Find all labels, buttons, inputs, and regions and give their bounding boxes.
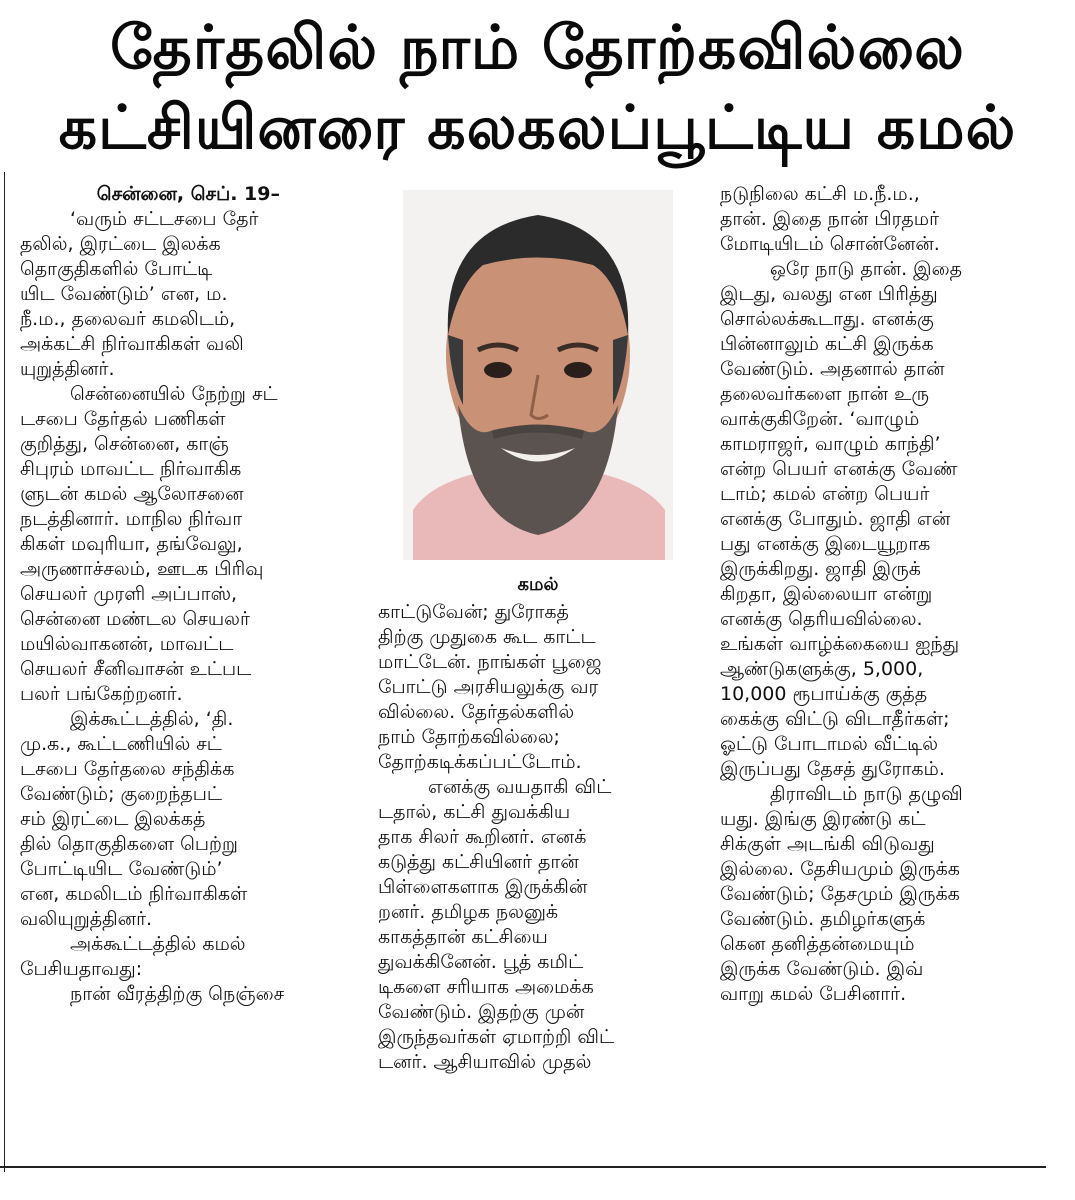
- text-line: உங்கள் வாழ்க்கையை ஐந்து: [720, 633, 960, 655]
- dateline: சென்னை, செப். 19–: [96, 183, 280, 205]
- text-line: டதால், கட்சி துவக்கிய: [378, 801, 571, 823]
- text-line: தொகுதிகளில் போட்டி: [20, 258, 213, 280]
- text-line: செயலர் முரளி அப்பாஸ்,: [20, 583, 238, 605]
- text-line: அக்கூட்டத்தில் கமல்: [70, 933, 246, 955]
- text-line: சிபுரம் மாவட்ட நிர்வாகிக: [20, 458, 242, 480]
- text-line: கைக்கு விட்டு விடாதீர்கள்;: [720, 708, 950, 730]
- text-line: துவக்கினேன். பூத் கமிட்: [378, 951, 584, 973]
- text-line: இருந்தவர்கள் ஏமாற்றி விட்: [378, 1026, 615, 1048]
- text-line: இக்கூட்டத்தில், ‘தி.: [70, 708, 234, 730]
- text-line: என்ற பெயர் எனக்கு வேண்: [720, 458, 958, 480]
- text-line: டசபை தேர்தலை சந்திக்க: [20, 758, 235, 780]
- text-line: தில் தொகுதிகளை பெற்று: [20, 833, 238, 855]
- portrait-illustration: [403, 190, 673, 560]
- text-line: கடுத்து கட்சியினர் தான்: [378, 851, 579, 873]
- text-line: தாக சிலர் கூறினர். எனக்: [378, 826, 587, 848]
- text-line: வலியுறுத்தினர்.: [20, 908, 153, 930]
- text-line: மு.க., கூட்டணியில் சட்: [20, 733, 222, 755]
- text-line: வேண்டும். தமிழர்களுக்: [720, 908, 926, 930]
- text-line: சென்னை மண்டல செயலர்: [20, 608, 250, 630]
- text-line: காட்டுவேன்; துரோகத்: [378, 601, 569, 623]
- text-line: யிட வேண்டும்’ என, ம.: [20, 283, 228, 305]
- text-line: தோற்கடிக்கப்பட்டோம்.: [378, 751, 582, 773]
- left-column-rule: [4, 172, 5, 1172]
- text-line: போட்டு அரசியலுக்கு வர: [378, 676, 599, 698]
- text-line: பின்னாலும் கட்சி இருக்க: [720, 333, 934, 355]
- text-line: ஆண்டுகளுக்கு, 5,000,: [720, 658, 924, 680]
- text-line: சம் இரட்டை இலக்கத்: [20, 808, 206, 830]
- text-line: வேண்டும். அதனால் தான்: [720, 358, 945, 380]
- text-line: செயலர் சீனிவாசன் உட்பட: [20, 658, 252, 680]
- text-line: நான் வீரத்திற்கு நெஞ்சை: [70, 983, 285, 1005]
- text-line: இருக்க வேண்டும். இவ்: [720, 958, 924, 980]
- text-line: நீ.ம., தலைவர் கமலிடம்,: [20, 308, 236, 330]
- photo-caption: கமல்: [517, 574, 559, 595]
- text-line: சிக்குள் அடங்கி விடுவது: [720, 833, 935, 855]
- portrait-photo: [403, 190, 673, 560]
- text-line: மாட்டேன். நாங்கள் பூஜை: [378, 651, 602, 673]
- text-line: றனர். தமிழக நலனுக்: [378, 901, 559, 923]
- text-line: மயில்வாகனன், மாவட்ட: [20, 633, 234, 655]
- text-line: இல்லை. தேசியமும் இருக்க: [720, 858, 960, 880]
- text-line: வாக்குகிறேன். ‘வாழும்: [720, 408, 920, 430]
- text-line: காகத்தான் கட்சியை: [378, 926, 548, 948]
- text-line: கென தனித்தன்மையும்: [720, 933, 915, 955]
- text-line: எனக்கு தெரியவில்லை.: [720, 608, 923, 630]
- text-line: சொல்லக்கூடாது. எனக்கு: [720, 308, 934, 330]
- text-line: தலைவர்களை நான் உரு: [720, 383, 929, 405]
- text-line: என, கமலிடம் நிர்வாகிகள்: [20, 883, 248, 905]
- text-line: யது. இங்கு இரண்டு கட்: [720, 808, 926, 830]
- headline-line-1: தேர்தலில் நாம் தோற்கவில்லை: [110, 13, 965, 83]
- adjacent-article-strip: [1046, 0, 1075, 1200]
- text-line: தலில், இரட்டை இலக்க: [20, 233, 221, 255]
- text-line: வேண்டும்; குறைந்தபட்: [20, 783, 223, 805]
- text-line: திராவிடம் நாடு தழுவி: [770, 783, 963, 805]
- text-line: எனக்கு போதும். ஜாதி என்: [720, 508, 951, 530]
- article-column-3: [720, 182, 1038, 1007]
- text-line: டாம்; கமல் என்ற பெயர்: [720, 483, 930, 505]
- text-line: அருணாச்சலம், ஊடக பிரிவு: [20, 558, 264, 580]
- text-line: இடது, வலது என பிரித்து: [720, 283, 938, 305]
- text-line: நடத்தினார். மாநில நிர்வா: [20, 508, 243, 530]
- article-column-2: [378, 600, 700, 1075]
- text-line: நாம் தோற்கவில்லை;: [378, 726, 560, 748]
- text-line: திற்கு முதுகை கூட காட்ட: [378, 626, 596, 648]
- text-line: குறித்து, சென்னை, காஞ்: [20, 433, 229, 455]
- text-line: நடுநிலை கட்சி ம.நீ.ம.,: [720, 183, 920, 205]
- text-line: கிகள் மவுரியா, தங்வேலு,: [20, 533, 243, 555]
- text-line: இருப்பது தேசத் துரோகம்.: [720, 758, 945, 780]
- text-line: பலர் பங்கேற்றனர்.: [20, 683, 183, 705]
- text-line: வேண்டும். இதற்கு முன்: [378, 1001, 585, 1023]
- text-line: ‘வரும் சட்டசபை தேர்: [70, 208, 259, 230]
- text-line: எனக்கு வயதாகி விட்: [428, 776, 612, 798]
- text-line: டிகளை சரியாக அமைக்க: [378, 976, 594, 998]
- text-line: மோடியிடம் சொன்னேன்.: [720, 233, 940, 255]
- text-line: 10,000 ரூபாய்க்கு குத்த: [720, 683, 928, 705]
- text-line: பேசியதாவது:: [20, 958, 143, 980]
- text-line: டனர். ஆசியாவில் முதல்: [378, 1051, 592, 1073]
- text-line: வாறு கமல் பேசினார்.: [720, 983, 907, 1005]
- text-line: டசபை தேர்தல் பணிகள்: [20, 408, 226, 430]
- article-column-1: [20, 182, 350, 1007]
- text-line: பிள்ளைகளாக இருக்கின்: [378, 876, 588, 898]
- text-line: காமராஜர், வாழும் காந்தி’: [720, 433, 941, 455]
- text-line: ஒரே நாடு தான். இதை: [770, 258, 963, 280]
- headline-line-2: கட்சியினரை கலகலப்பூட்டிய கமல்: [58, 93, 1017, 163]
- text-line: சென்னையில் நேற்று சட்: [70, 383, 278, 405]
- text-line: வில்லை. தேர்தல்களில்: [378, 701, 575, 723]
- bottom-rule: [0, 1166, 1046, 1168]
- text-line: இருக்கிறது. ஜாதி இருக்: [720, 558, 921, 580]
- text-line: அக்கட்சி நிர்வாகிகள் வலி: [20, 333, 244, 355]
- text-line: கிறதா, இல்லையா என்று: [720, 583, 933, 605]
- text-line: வேண்டும்; தேசமும் இருக்க: [720, 883, 960, 905]
- text-line: யுறுத்தினர்.: [20, 358, 115, 380]
- text-line: ளுடன் கமல் ஆலோசனை: [20, 483, 244, 505]
- text-line: ஓட்டு போடாமல் வீட்டில்: [720, 733, 938, 755]
- text-line: பது எனக்கு இடையூறாக: [720, 533, 931, 555]
- text-line: தான். இதை நான் பிரதமர்: [720, 208, 940, 230]
- text-line: போட்டியிட வேண்டும்’: [20, 858, 223, 880]
